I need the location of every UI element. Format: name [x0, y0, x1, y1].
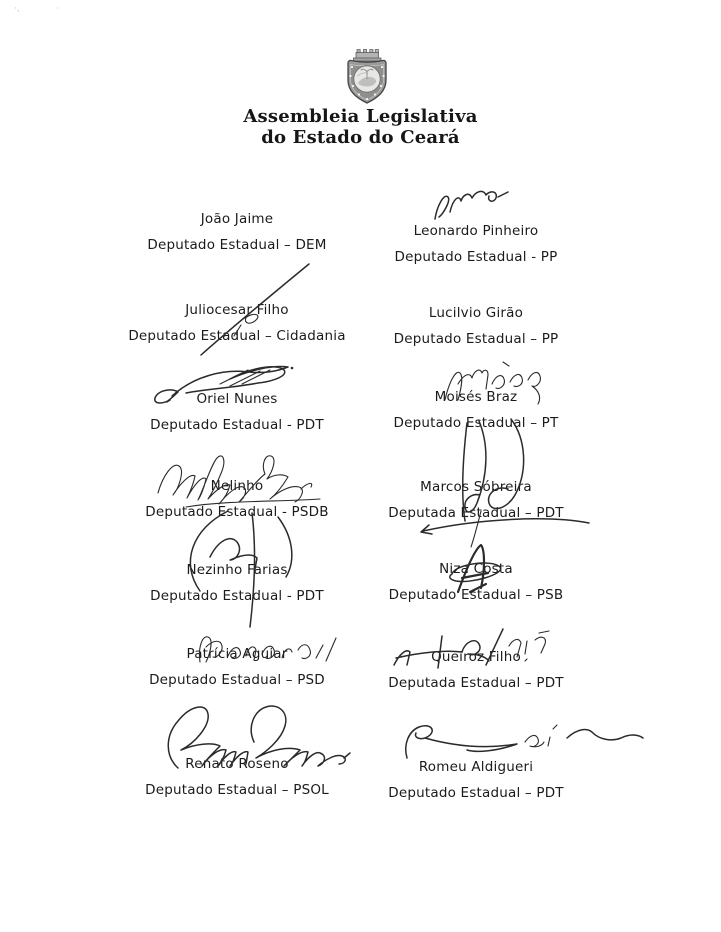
ceara-coat-of-arms-icon	[337, 46, 397, 104]
signatory-name: Romeu Aldigueri	[418, 759, 534, 775]
scan-artifact: ·‚	[14, 4, 20, 14]
assembly-title-line1: Assembleia Legislativa	[243, 106, 478, 127]
signatory-role: Deputado Estadual - PP	[394, 249, 558, 265]
signatory-entry	[326, 758, 626, 802]
signatory-name: Oriel Nunes	[196, 391, 278, 407]
signatory-entry	[326, 388, 626, 432]
signatory-role: Deputado Estadual – PSOL	[145, 782, 329, 798]
assembly-title-line2: do Estado do Ceará	[261, 127, 460, 148]
scan-artifact: ·	[56, 4, 59, 14]
signatory-name: Moisés Braz	[434, 389, 518, 405]
signatory-role: Deputada Estadual – PDT	[388, 675, 564, 691]
signatory-name: Renato Roseno	[185, 756, 289, 772]
signature-romeu-aldigueri	[395, 716, 647, 762]
signatory-role: Deputado Estadual – PDT	[388, 785, 564, 801]
signatory-entry	[326, 478, 626, 522]
signature-leonardo-pinheiro	[428, 186, 523, 224]
signatory-name: Nelinho	[210, 478, 264, 494]
signatory-role: Deputado Estadual – PSB	[388, 587, 564, 603]
signatory-role: Deputado Estadual – PSD	[149, 672, 325, 688]
signatory-name: Leonardo Pinheiro	[413, 223, 539, 239]
signatory-role: Deputado Estadual - PDT	[150, 588, 324, 604]
signatory-name: Patrícia Aguiar	[186, 646, 288, 662]
signatory-entry	[326, 304, 626, 348]
signatory-role: Deputado Estadual - PSDB	[145, 504, 329, 520]
signatory-role: Deputado Estadual – DEM	[147, 237, 327, 253]
signatory-entry	[326, 648, 626, 692]
signatory-entry	[326, 222, 626, 266]
signatory-role: Deputado Estadual – Cidadania	[128, 328, 346, 344]
signatory-name: Lucilvio Girão	[428, 305, 524, 321]
signatory-name: João Jaime	[200, 211, 274, 227]
signatory-role: Deputado Estadual – PP	[393, 331, 559, 347]
signatory-name: Juliocesar Filho	[185, 302, 289, 318]
assembly-title	[0, 106, 721, 148]
signatory-role: Deputado Estadual – PT	[393, 415, 559, 431]
signatory-name: Nezinho Farias	[186, 562, 288, 578]
signatory-name: Queiroz Filho	[431, 649, 521, 665]
signatory-name: Niza Costa	[439, 561, 513, 577]
signatory-name: Marcos Sóbreira	[420, 479, 532, 495]
signatory-role: Deputada Estadual – PDT	[388, 505, 564, 521]
signatory-entry	[326, 560, 626, 604]
signatory-role: Deputado Estadual - PDT	[150, 417, 324, 433]
